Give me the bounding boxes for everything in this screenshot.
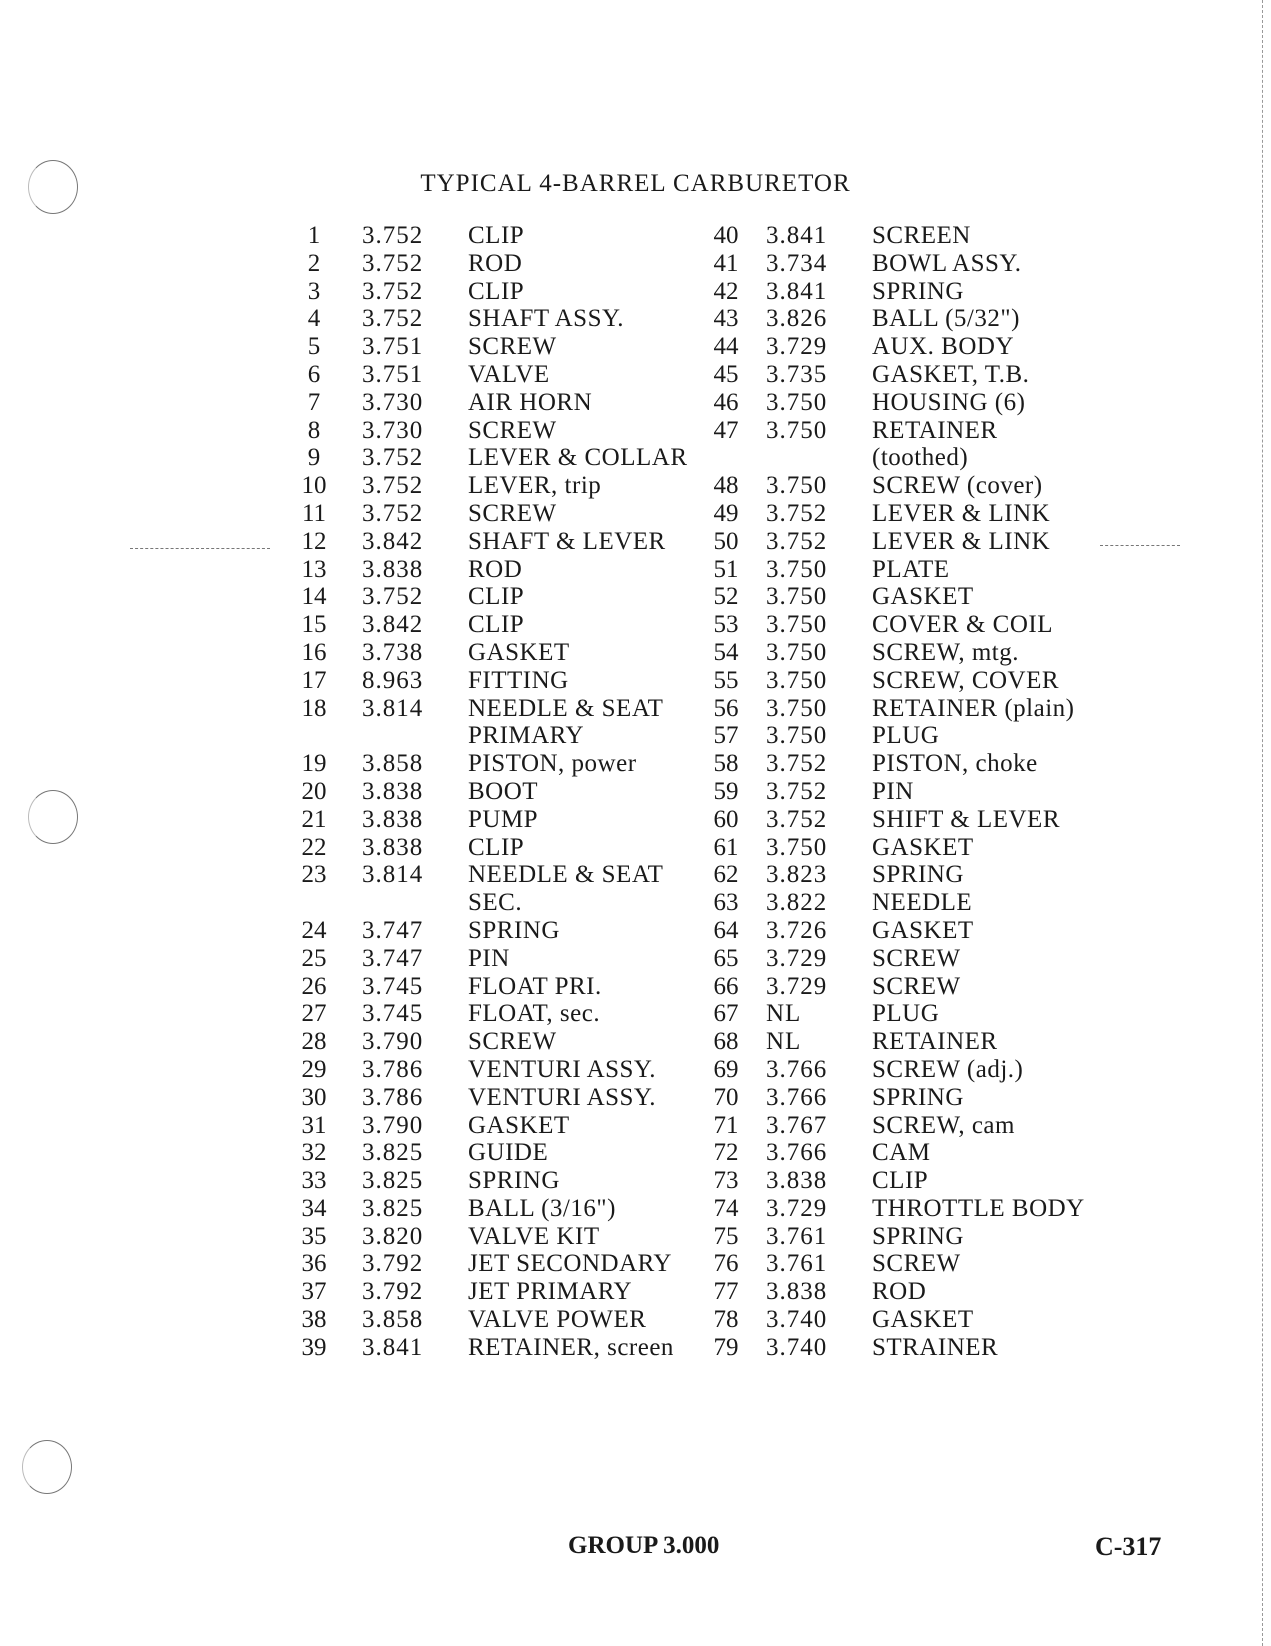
reference-number: 3.838 <box>362 555 424 583</box>
part-number: 19 <box>301 750 327 778</box>
reference-number: 3.752 <box>766 777 828 805</box>
part-description: SEC. <box>468 889 523 917</box>
part-description: GASKET <box>468 1111 570 1139</box>
reference-number: 3.750 <box>766 472 828 500</box>
part-number: 3 <box>307 277 321 305</box>
reference-number: 8.963 <box>362 666 424 694</box>
part-number: 13 <box>301 555 327 583</box>
reference-number: 3.730 <box>362 416 424 444</box>
reference-number: 3.838 <box>766 1278 828 1306</box>
part-description: GASKET <box>872 583 974 611</box>
part-number: 33 <box>301 1167 327 1195</box>
part-description: AIR HORN <box>468 388 593 416</box>
reference-number: 3.726 <box>766 916 828 944</box>
part-number: 25 <box>301 944 327 972</box>
part-description: GASKET <box>872 833 974 861</box>
part-number: 75 <box>713 1222 739 1250</box>
part-description: RETAINER <box>872 416 998 444</box>
part-description: GASKET, T.B. <box>872 360 1030 388</box>
part-description: COVER & COIL <box>872 611 1053 639</box>
reference-number: 3.766 <box>766 1083 828 1111</box>
reference-number: 3.752 <box>362 583 424 611</box>
part-number: 28 <box>301 1028 327 1056</box>
part-description: PLATE <box>872 555 950 583</box>
part-description: ROD <box>872 1278 927 1306</box>
part-number: 29 <box>301 1055 327 1083</box>
part-number: 61 <box>713 833 739 861</box>
reference-number: 3.729 <box>766 333 828 361</box>
part-description: RETAINER, screen <box>468 1333 674 1361</box>
part-number: 30 <box>301 1083 327 1111</box>
part-number: 16 <box>301 638 327 666</box>
part-number: 59 <box>713 777 739 805</box>
part-number: 67 <box>713 1000 739 1028</box>
part-number: 7 <box>307 388 321 416</box>
reference-number: 3.734 <box>766 249 828 277</box>
reference-number: 3.740 <box>766 1333 828 1361</box>
part-number: 11 <box>301 499 327 527</box>
part-description: VALVE POWER <box>468 1306 647 1334</box>
part-description: JET PRIMARY <box>468 1278 633 1306</box>
part-description: PISTON, choke <box>872 750 1038 778</box>
part-description: NEEDLE <box>872 889 973 917</box>
part-number: 35 <box>301 1222 327 1250</box>
reference-number: 3.752 <box>362 472 424 500</box>
part-description: (toothed) <box>872 444 969 472</box>
part-number: 76 <box>713 1250 739 1278</box>
part-description: PUMP <box>468 805 539 833</box>
part-number: 55 <box>713 666 739 694</box>
part-description: VENTURI ASSY. <box>468 1055 657 1083</box>
part-description: GASKET <box>872 1306 974 1334</box>
footer-page-number: C-317 <box>1095 1532 1162 1561</box>
part-number: 51 <box>713 555 739 583</box>
part-description: NEEDLE & SEAT <box>468 694 664 722</box>
part-number: 21 <box>301 805 327 833</box>
page-edge-rule <box>1262 0 1265 1646</box>
reference-number: 3.729 <box>766 1194 828 1222</box>
part-number: 62 <box>713 861 739 889</box>
part-description: BOOT <box>468 777 539 805</box>
footer-group: GROUP 3.000 <box>568 1532 720 1559</box>
part-description: GASKET <box>468 638 570 666</box>
part-number: 43 <box>713 305 739 333</box>
reference-number: 3.740 <box>766 1306 828 1334</box>
part-description: LEVER & COLLAR <box>468 444 688 472</box>
reference-number: NL <box>766 1028 802 1056</box>
part-description: BALL (3/16") <box>468 1194 616 1222</box>
part-number: 50 <box>713 527 739 555</box>
part-description: PLUG <box>872 1000 940 1028</box>
part-description: VALVE KIT <box>468 1222 600 1250</box>
part-description: CLIP <box>468 222 525 249</box>
part-number: 48 <box>713 472 739 500</box>
part-number: 17 <box>301 666 327 694</box>
part-number: 41 <box>713 249 739 277</box>
part-number: 34 <box>301 1194 327 1222</box>
part-description: SHAFT ASSY. <box>468 305 625 333</box>
part-description: VENTURI ASSY. <box>468 1083 657 1111</box>
reference-number: 3.747 <box>362 916 424 944</box>
part-number: 46 <box>713 388 739 416</box>
reference-number: 3.825 <box>362 1139 424 1167</box>
part-description: LEVER, trip <box>468 472 602 500</box>
reference-number: 3.752 <box>766 527 828 555</box>
part-description: THROTTLE BODY <box>872 1194 1085 1222</box>
part-description: SCREW <box>872 972 961 1000</box>
reference-number: 3.786 <box>362 1083 424 1111</box>
reference-number: 3.842 <box>362 527 424 555</box>
reference-number: 3.745 <box>362 1000 424 1028</box>
reference-number: 3.826 <box>766 305 828 333</box>
reference-number: 3.729 <box>766 972 828 1000</box>
part-description: CLIP <box>468 583 525 611</box>
part-description: RETAINER (plain) <box>872 694 1075 722</box>
reference-number: 3.838 <box>766 1167 828 1195</box>
part-description: AUX. BODY <box>872 333 1014 361</box>
part-number: 10 <box>301 472 327 500</box>
stray-mark <box>130 548 270 550</box>
reference-number: 3.766 <box>766 1139 828 1167</box>
reference-number: 3.750 <box>766 583 828 611</box>
part-number: 44 <box>713 333 739 361</box>
part-number: 53 <box>713 611 739 639</box>
part-description: CLIP <box>468 833 525 861</box>
part-description: SPRING <box>468 1167 560 1195</box>
part-description: GUIDE <box>468 1139 549 1167</box>
reference-number: 3.738 <box>362 638 424 666</box>
reference-number: 3.761 <box>766 1222 828 1250</box>
part-description: VALVE <box>468 360 550 388</box>
part-number: 70 <box>713 1083 739 1111</box>
part-number: 73 <box>713 1167 739 1195</box>
part-number: 37 <box>301 1278 327 1306</box>
part-number: 5 <box>307 333 321 361</box>
part-number: 45 <box>713 360 739 388</box>
part-number: 39 <box>301 1333 327 1361</box>
part-number: 64 <box>713 916 739 944</box>
part-number: 40 <box>713 222 739 249</box>
part-number: 60 <box>713 805 739 833</box>
reference-number: 3.751 <box>362 360 424 388</box>
reference-number: 3.750 <box>766 722 828 750</box>
part-description: SPRING <box>468 916 560 944</box>
reference-number: 3.752 <box>362 499 424 527</box>
part-description: PISTON, power <box>468 750 637 778</box>
reference-number: 3.766 <box>766 1055 828 1083</box>
part-description: SCREW <box>468 1028 557 1056</box>
reference-number: 3.822 <box>766 889 828 917</box>
part-number: 57 <box>713 722 739 750</box>
part-number: 74 <box>713 1194 739 1222</box>
part-number: 22 <box>301 833 327 861</box>
reference-number: 3.730 <box>362 388 424 416</box>
part-number: 68 <box>713 1028 739 1056</box>
reference-number: 3.858 <box>362 1306 424 1334</box>
reference-number: 3.814 <box>362 694 424 722</box>
part-number: 58 <box>713 750 739 778</box>
part-description: SPRING <box>872 1222 964 1250</box>
reference-number: 3.735 <box>766 360 828 388</box>
page-title: TYPICAL 4-BARREL CARBURETOR <box>420 170 851 197</box>
part-number: 47 <box>713 416 739 444</box>
reference-number: 3.752 <box>362 305 424 333</box>
part-description: CLIP <box>872 1167 929 1195</box>
part-description: RETAINER <box>872 1028 998 1056</box>
reference-number: 3.751 <box>362 333 424 361</box>
reference-number: 3.750 <box>766 666 828 694</box>
part-number: 12 <box>301 527 327 555</box>
reference-number: 3.745 <box>362 972 424 1000</box>
reference-number: 3.752 <box>362 249 424 277</box>
part-number: 49 <box>713 499 739 527</box>
part-description: SCREW <box>468 333 557 361</box>
reference-number: 3.761 <box>766 1250 828 1278</box>
reference-number: 3.750 <box>766 555 828 583</box>
part-description: SCREW (cover) <box>872 472 1043 500</box>
part-number: 36 <box>301 1250 327 1278</box>
reference-number: 3.820 <box>362 1222 424 1250</box>
part-number: 14 <box>301 583 327 611</box>
part-number: 69 <box>713 1055 739 1083</box>
reference-number: 3.792 <box>362 1250 424 1278</box>
part-description: SCREW (adj.) <box>872 1055 1024 1083</box>
part-number: 4 <box>307 305 321 333</box>
part-number: 27 <box>301 1000 327 1028</box>
part-description: SCREW <box>468 416 557 444</box>
reference-number: 3.750 <box>766 638 828 666</box>
reference-number: 3.858 <box>362 750 424 778</box>
reference-number: 3.752 <box>362 444 424 472</box>
part-description: SPRING <box>872 277 964 305</box>
part-description: HOUSING (6) <box>872 388 1026 416</box>
reference-number: 3.842 <box>362 611 424 639</box>
reference-number: 3.752 <box>362 277 424 305</box>
reference-number: 3.750 <box>766 694 828 722</box>
part-number: 78 <box>713 1306 739 1334</box>
part-number: 38 <box>301 1306 327 1334</box>
reference-number: 3.838 <box>362 777 424 805</box>
reference-number: 3.750 <box>766 833 828 861</box>
reference-number: 3.747 <box>362 944 424 972</box>
part-number: 1 <box>307 222 321 249</box>
reference-number: 3.750 <box>766 416 828 444</box>
part-description: STRAINER <box>872 1333 999 1361</box>
reference-number: 3.752 <box>766 750 828 778</box>
part-description: SCREW, mtg. <box>872 638 1019 666</box>
reference-number: 3.825 <box>362 1194 424 1222</box>
reference-number: 3.841 <box>766 222 828 249</box>
part-number: 2 <box>307 249 321 277</box>
part-description: SCREW, cam <box>872 1111 1015 1139</box>
binder-hole-icon <box>22 1440 72 1494</box>
part-number: 6 <box>307 360 321 388</box>
part-description: CAM <box>872 1139 931 1167</box>
part-number: 54 <box>713 638 739 666</box>
reference-number: 3.790 <box>362 1111 424 1139</box>
part-description: FLOAT, sec. <box>468 1000 601 1028</box>
reference-number: 3.814 <box>362 861 424 889</box>
part-number: 18 <box>301 694 327 722</box>
part-description: CLIP <box>468 611 525 639</box>
part-number: 72 <box>713 1139 739 1167</box>
part-description: CLIP <box>468 277 525 305</box>
part-number: 71 <box>713 1111 739 1139</box>
part-description: SHAFT & LEVER <box>468 527 666 555</box>
part-description: BALL (5/32") <box>872 305 1020 333</box>
part-number: 77 <box>713 1278 739 1306</box>
reference-number: 3.790 <box>362 1028 424 1056</box>
reference-number: 3.750 <box>766 388 828 416</box>
part-number: 24 <box>301 916 327 944</box>
part-number: 32 <box>301 1139 327 1167</box>
part-description: SCREEN <box>872 222 971 249</box>
part-description: SCREW <box>468 499 557 527</box>
reference-number: 3.729 <box>766 944 828 972</box>
part-number: 26 <box>301 972 327 1000</box>
part-description: SCREW, COVER <box>872 666 1060 694</box>
part-description: PLUG <box>872 722 940 750</box>
part-description: FITTING <box>468 666 569 694</box>
reference-number: NL <box>766 1000 802 1028</box>
reference-number: 3.841 <box>766 277 828 305</box>
part-number: 42 <box>713 277 739 305</box>
reference-number: 3.752 <box>362 222 424 249</box>
part-number: 9 <box>307 444 321 472</box>
part-description: ROD <box>468 249 523 277</box>
reference-number: 3.823 <box>766 861 828 889</box>
part-number: 65 <box>713 944 739 972</box>
reference-number: 3.767 <box>766 1111 828 1139</box>
reference-number: 3.750 <box>766 611 828 639</box>
part-description: PIN <box>468 944 510 972</box>
part-description: ROD <box>468 555 523 583</box>
part-number: 63 <box>713 889 739 917</box>
part-description: SCREW <box>872 1250 961 1278</box>
reference-number: 3.825 <box>362 1167 424 1195</box>
part-number: 23 <box>301 861 327 889</box>
part-number: 56 <box>713 694 739 722</box>
part-description: SPRING <box>872 861 964 889</box>
part-number: 31 <box>301 1111 327 1139</box>
part-number: 8 <box>307 416 321 444</box>
part-description: SPRING <box>872 1083 964 1111</box>
part-description: FLOAT PRI. <box>468 972 602 1000</box>
part-number: 20 <box>301 777 327 805</box>
part-description: GASKET <box>872 916 974 944</box>
part-description: NEEDLE & SEAT <box>468 861 664 889</box>
part-description: JET SECONDARY <box>468 1250 672 1278</box>
reference-number: 3.838 <box>362 805 424 833</box>
part-number: 79 <box>713 1333 739 1361</box>
part-number: 15 <box>301 611 327 639</box>
binder-hole-icon <box>28 790 78 844</box>
reference-number: 3.752 <box>766 499 828 527</box>
part-description: PIN <box>872 777 914 805</box>
reference-number: 3.786 <box>362 1055 424 1083</box>
part-number: 66 <box>713 972 739 1000</box>
reference-number: 3.838 <box>362 833 424 861</box>
part-description: BOWL ASSY. <box>872 249 1022 277</box>
part-description: SHIFT & LEVER <box>872 805 1060 833</box>
reference-number: 3.752 <box>766 805 828 833</box>
reference-number: 3.792 <box>362 1278 424 1306</box>
stray-mark <box>1100 545 1180 547</box>
part-number: 52 <box>713 583 739 611</box>
part-description: SCREW <box>872 944 961 972</box>
reference-number: 3.841 <box>362 1333 424 1361</box>
part-description: LEVER & LINK <box>872 499 1051 527</box>
part-description: PRIMARY <box>468 722 585 750</box>
part-description: LEVER & LINK <box>872 527 1051 555</box>
